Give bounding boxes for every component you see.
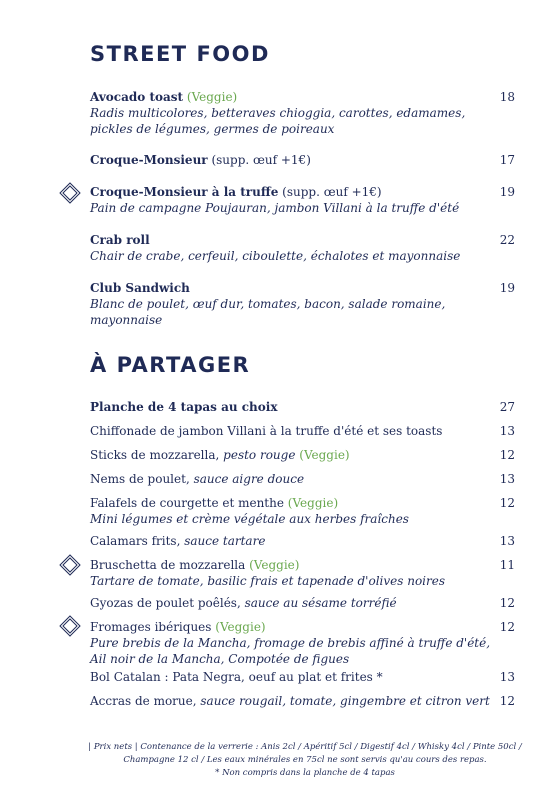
item-description: mayonnaise [90, 313, 163, 327]
menu-item-gyozas [90, 595, 515, 611]
item-note: (supp. œuf +1€) [282, 185, 382, 199]
diamond-icon [59, 554, 81, 576]
item-name: Gyozas de poulet poêlés, [90, 596, 241, 610]
item-price: 13 [499, 472, 515, 486]
item-description: Blanc de poulet, œuf dur, tomates, bacon, salade romaine, [90, 297, 446, 311]
diamond-icon [59, 182, 81, 204]
menu-item-fromages [90, 619, 515, 667]
item-name: Falafels de courgette et menthe [90, 496, 284, 510]
item-price: 13 [499, 424, 515, 438]
item-name: Bruschetta de mozzarella [90, 558, 246, 572]
item-description: Radis multicolores, betteraves chioggia, carottes, edamames, [90, 106, 466, 120]
veggie-tag: (Veggie) [186, 90, 238, 104]
item-name: Croque-Monsieur à la truffe [90, 185, 279, 199]
section-title-street-food: STREET FOOD [90, 42, 270, 66]
item-name: Avocado toast [90, 90, 184, 104]
section-title-a-partager: À PARTAGER [90, 353, 251, 377]
item-name: Chiffonade de jambon Villani à la truffe d'été et ses toasts [90, 424, 443, 438]
item-name: Calamars frits, [90, 534, 181, 548]
menu-item-croque-monsieur [90, 152, 515, 168]
menu-item-nems [90, 471, 515, 487]
item-name: Sticks de mozzarella, [90, 448, 220, 462]
item-price: 12 [499, 620, 515, 634]
item-price: 12 [499, 694, 515, 708]
item-name: Croque-Monsieur [90, 153, 208, 167]
item-description: Ail noir de la Mancha, Compotée de figues [90, 652, 350, 666]
item-sauce: sauce aigre douce [193, 472, 305, 486]
menu-item-falafels [90, 495, 515, 527]
footer-line: * Non compris dans la planche de 4 tapas [215, 768, 395, 778]
menu-item-bol-catalan [90, 669, 515, 685]
item-sauce: sauce tartare [184, 534, 266, 548]
menu-item-calamars [90, 533, 515, 549]
menu-item-croque-truffe [90, 184, 515, 216]
menu-item-bruschetta [90, 557, 515, 589]
item-price: 12 [499, 496, 515, 510]
item-name: Nems de poulet, [90, 472, 190, 486]
item-price: 13 [499, 670, 515, 684]
veggie-tag: (Veggie) [215, 620, 266, 634]
item-description: Pure brebis de la Mancha, fromage de brebis affiné à truffe d'été, [90, 636, 491, 650]
item-price: 19 [499, 185, 515, 199]
item-price: 18 [499, 90, 515, 104]
item-price: 11 [499, 558, 515, 572]
item-sauce: pesto rouge [223, 448, 296, 462]
item-name: Fromages ibériques [90, 620, 212, 634]
item-name: Planche de 4 tapas au choix [90, 400, 278, 414]
item-price: 19 [499, 281, 515, 295]
item-sauce: sauce au sésame torréfié [244, 596, 397, 610]
item-price: 12 [499, 596, 515, 610]
item-price: 12 [499, 448, 515, 462]
item-note: (supp. œuf +1€) [211, 153, 311, 167]
item-name: Bol Catalan : Pata Negra, oeuf au plat et frites * [90, 670, 383, 684]
item-name: Crab roll [90, 233, 150, 247]
menu-item-crab-roll [90, 232, 515, 264]
footer-line: | Prix nets | Contenance de la verrerie : Anis 2cl / Apéritif 5cl / Digestif 4cl / Whisky 4cl / Pinte 50cl / [88, 742, 522, 752]
menu-item-avocado-toast [90, 89, 515, 137]
menu-item-planche [90, 399, 515, 415]
diamond-icon [59, 615, 81, 637]
item-price: 27 [499, 400, 515, 414]
item-description: Mini légumes et crème végétale aux herbes fraîches [90, 512, 409, 526]
menu-item-accras [90, 693, 515, 709]
item-price: 13 [499, 534, 515, 548]
menu-item-chiffonade [90, 423, 515, 439]
item-description: Tartare de tomate, basilic frais et tapenade d'olives noires [90, 574, 446, 588]
item-description: Pain de campagne Poujauran, jambon Villani à la truffe d'été [90, 201, 460, 215]
item-price: 22 [499, 233, 515, 247]
item-sauce: sauce rougail, tomate, gingembre et citron vert [200, 694, 490, 708]
footer-notes [80, 741, 530, 780]
item-price: 17 [499, 153, 515, 167]
item-name: Accras de morue, [90, 694, 197, 708]
veggie-tag: (Veggie) [249, 558, 300, 572]
item-description: Chair de crabe, cerfeuil, ciboulette, échalotes et mayonnaise [90, 249, 461, 263]
veggie-tag: (Veggie) [287, 496, 339, 510]
item-description: pickles de légumes, germes de poireaux [90, 122, 335, 136]
footer-line: Champagne 12 cl / Les eaux minérales en 75cl ne sont servis qu'au cours des repas. [123, 755, 487, 765]
menu-item-club-sandwich [90, 280, 515, 328]
item-name: Club Sandwich [90, 281, 190, 295]
menu-item-sticks [90, 447, 515, 463]
veggie-tag: (Veggie) [299, 448, 350, 462]
